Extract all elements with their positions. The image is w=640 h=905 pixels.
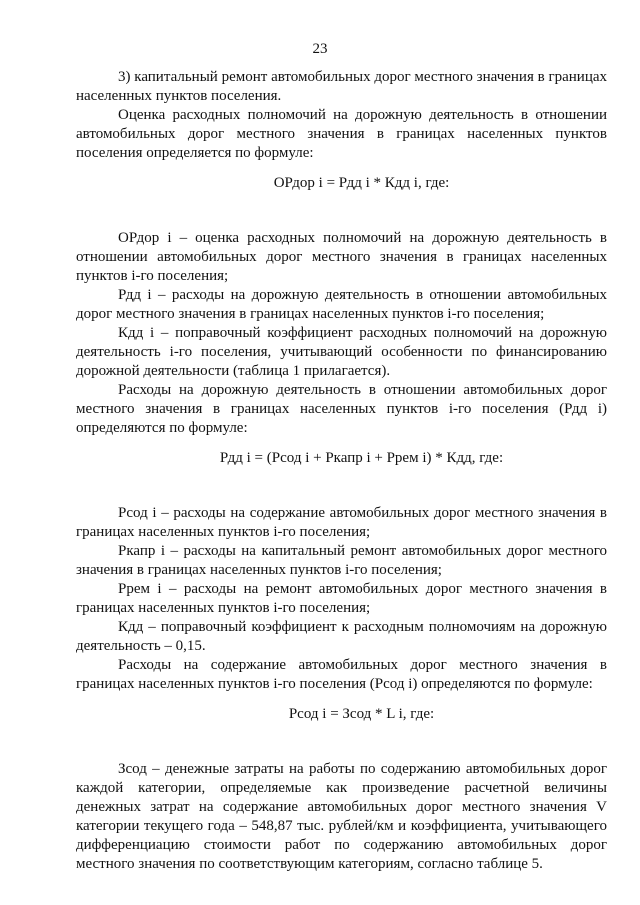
paragraph: Рсод i – расходы на содержание автомобильных дорог местного значения в границах населенных пунктов i-го поселения;	[76, 505, 607, 540]
paragraph: Кдд – поправочный коэффициент к расходным полномочиям на дорожную деятельность – 0,15.	[76, 619, 607, 654]
paragraph: Расходы на дорожную деятельность в отношении автомобильных дорог местного значения в границах населенных пунктов i-го поселения (Рдд i) определяются по формуле:	[76, 382, 607, 436]
paragraph: 3) капитальный ремонт автомобильных дорог местного значения в границах населенных пунктов поселения.	[76, 69, 607, 104]
paragraph: ОРдор i – оценка расходных полномочий на дорожную деятельность в отношении автомобильных дорог местного значения в границах населенных пунктов i-го поселения;	[76, 230, 607, 284]
page-number: 23	[312, 41, 328, 57]
paragraph: Ркапр i – расходы на капитальный ремонт автомобильных дорог местного значения в границах населенных пунктов i-го поселения;	[76, 543, 607, 578]
formula: Рдд i = (Рсод i + Ркапр i + Ррем i) * Кдд, где:	[219, 450, 504, 466]
formula: Рсод i = Зсод * L i, где:	[288, 706, 435, 722]
paragraph: Оценка расходных полномочий на дорожную деятельность в отношении автомобильных дорог местного значения в границах населенных пунктов поселения определяется по формуле:	[76, 107, 607, 161]
paragraph: Расходы на содержание автомобильных дорог местного значения в границах населенных пунктов i-го поселения (Рсод i) определяются по формуле:	[76, 657, 607, 692]
formula: ОРдор i = Рдд i * Кдд i, где:	[273, 175, 450, 191]
paragraph: Рдд i – расходы на дорожную деятельность в отношении автомобильных дорог местного значения в границах населенных пунктов i-го поселения;	[76, 287, 607, 322]
paragraph: Зсод – денежные затраты на работы по содержанию автомобильных дорог каждой категории, определяемые как произведение расчетной величины денежных затрат на содержание автомобильных дорог местного значения V категории текущего года – 548,87 тыс. рублей/км и коэффициента, учитывающего дифференциацию стоимости работ по содержанию автомобильных дорог местного значения по соответствующим категориям, согласно таблице 5.	[76, 761, 607, 872]
paragraph: Ррем i – расходы на ремонт автомобильных дорог местного значения в границах населенных пунктов i-го поселения;	[76, 581, 607, 616]
paragraph: Кдд i – поправочный коэффициент расходных полномочий на дорожную деятельность i-го поселения, учитывающий особенности по финансированию дорожной деятельности (таблица 1 прилагается).	[76, 325, 607, 379]
document-body	[76, 68, 607, 874]
